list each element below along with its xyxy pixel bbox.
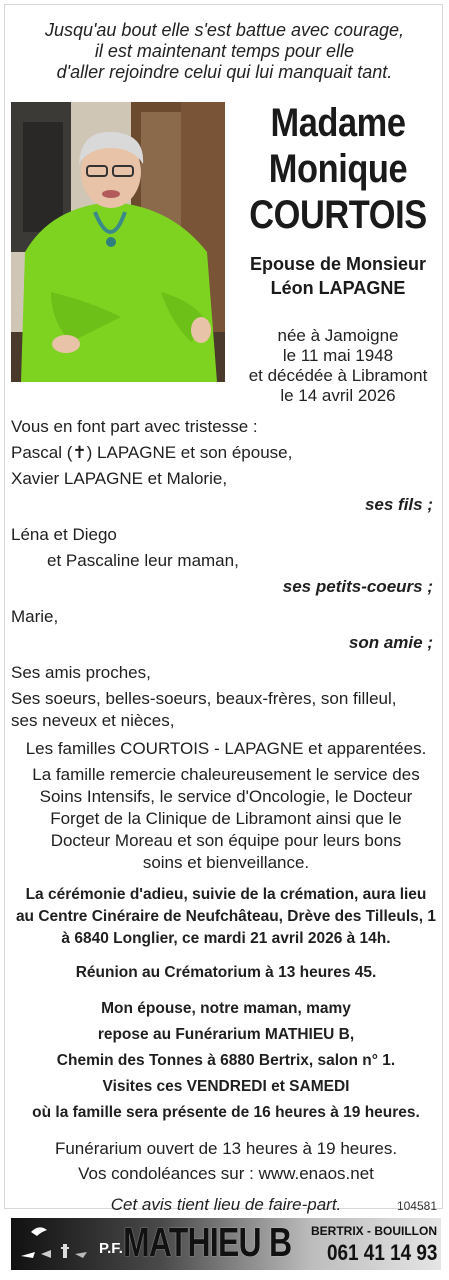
ceremony-info <box>11 884 441 950</box>
deceased-name-block <box>232 100 444 300</box>
repose-line: où la famille sera présente de 16 heures à 19 heures. <box>32 1104 420 1121</box>
ceremony-line: La cérémonie d'adieu, suivie de la crémation, aura lieu <box>25 886 427 903</box>
repose-line: Mon épouse, notre maman, mamy <box>101 1000 351 1017</box>
death-place: et décédée à Libramont <box>248 366 428 385</box>
pf-label: P.F. <box>99 1240 123 1257</box>
repose-line: Chemin des Tonnes à 6880 Bertrix, salon n° 1. <box>56 1052 396 1069</box>
reunion-line: Réunion au Crématorium à 13 heures 45. <box>75 964 377 981</box>
sons-line-2: Xavier LAPAGNE et Malorie, <box>11 469 228 488</box>
ceremony-line: à 6840 Longlier, ce mardi 21 avril 2026 à 14h. <box>61 930 391 947</box>
repose-line: Visites ces VENDREDI et SAMEDI <box>102 1078 350 1095</box>
funeral-home-info <box>11 1136 441 1217</box>
brand-phone: 061 41 14 93 <box>326 1240 437 1265</box>
thanks-line: soins et bienveillance. <box>142 853 310 872</box>
birth-date: le 11 mai 1948 <box>282 346 394 365</box>
nephews-line: ses neveux et nièces, <box>11 711 175 730</box>
brand-name: MATHIEU B <box>123 1219 292 1265</box>
quote-line: d'aller rejoindre celui qui lui manquait tant. <box>56 62 393 82</box>
notice-body <box>11 416 441 1217</box>
repose-line: repose au Funérarium MATHIEU B, <box>97 1026 355 1043</box>
birth-place: née à Jamoigne <box>277 326 399 345</box>
friend-label: son amie ; <box>348 633 433 652</box>
name-first: Monique <box>268 147 408 191</box>
friend-line: Marie, <box>11 607 59 626</box>
ceremony-line: au Centre Cinéraire de Neufchâteau, Drève des Tilleuls, 1 <box>15 908 437 925</box>
sons-label: ses fils ; <box>364 495 433 514</box>
thanks-line: Docteur Moreau et son équipe pour leurs bons <box>50 831 402 850</box>
grandchildren-line-2: et Pascaline leur maman, <box>47 551 239 570</box>
siblings-line: Ses soeurs, belles-soeurs, beaux-frères, son filleul, <box>11 689 397 708</box>
spouse-line-1: Epouse de Monsieur <box>249 254 427 274</box>
dove-icon <box>17 1222 95 1266</box>
death-date: le 14 avril 2026 <box>280 386 396 405</box>
thanks-line: Soins Intensifs, le service d'Oncologie, le Docteur <box>39 787 413 806</box>
name-last: COURTOIS <box>249 193 427 237</box>
brand-cities: BERTRIX - BOUILLON <box>311 1224 437 1238</box>
funeral-home-banner <box>11 1218 441 1270</box>
thanks-line: La famille remercie chaleureusement le service des <box>32 765 420 784</box>
condolences-line: Vos condoléances sur : www.enaos.net <box>78 1164 374 1183</box>
quote-line: Jusqu'au bout elle s'est battue avec courage, <box>44 20 405 40</box>
families-line: Les familles COURTOIS - LAPAGNE et apparentées. <box>25 739 427 758</box>
announce-intro: Vous en font part avec tristesse : <box>11 417 258 436</box>
opening-hours-line: Funérarium ouvert de 13 heures à 19 heures. <box>54 1139 398 1158</box>
repose-info <box>11 996 441 1126</box>
grandchildren-line-1: Léna et Diego <box>11 525 117 544</box>
reference-number: 104581 <box>396 1199 437 1213</box>
spouse-line-2: Léon LAPAGNE <box>270 278 406 298</box>
sons-line-1: Pascal (✝) LAPAGNE et son épouse, <box>11 443 293 462</box>
grandchildren-label: ses petits-coeurs ; <box>282 577 433 596</box>
name-title: Madame <box>270 101 406 145</box>
birth-death-info <box>232 326 444 406</box>
thanks-paragraph <box>11 764 441 874</box>
deceased-portrait-photo <box>11 102 225 382</box>
thanks-line: Forget de la Clinique de Libramont ainsi que le <box>50 809 402 828</box>
reunion-info <box>11 962 441 984</box>
close-friends-line: Ses amis proches, <box>11 663 151 682</box>
epitaph-quote <box>0 20 449 83</box>
notice-line: Cet avis tient lieu de faire-part. <box>110 1195 342 1214</box>
quote-line: il est maintenant temps pour elle <box>94 41 355 61</box>
